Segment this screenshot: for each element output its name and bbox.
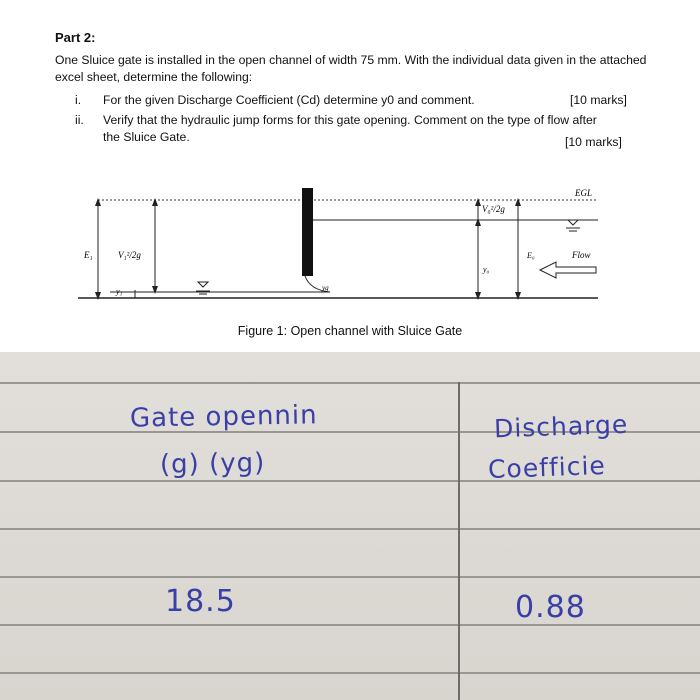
figure-caption: Figure 1: Open channel with Sluice Gate bbox=[237, 324, 463, 338]
y1-label: y₁ bbox=[116, 287, 123, 296]
question-2-marks: [10 marks] bbox=[565, 135, 622, 149]
question-2-number: ii. bbox=[75, 113, 84, 127]
e1-label: E₁ bbox=[84, 250, 93, 260]
sluice-gate bbox=[302, 188, 313, 276]
gate-opening-value: 18.5 bbox=[165, 584, 236, 619]
flow-arrow bbox=[540, 262, 596, 278]
gate-opening-units: (g) (yg) bbox=[159, 448, 266, 480]
question-1-number: i. bbox=[75, 93, 82, 107]
question-2 bbox=[75, 112, 675, 148]
gate-opening-header: Gate opennin bbox=[129, 400, 318, 434]
flow-label: Flow bbox=[572, 250, 591, 260]
notebook-paper bbox=[0, 352, 700, 700]
yg-label: yg bbox=[322, 284, 329, 292]
question-1-text: For the given Discharge Coefficient (Cd) determine y0 and comment. bbox=[103, 93, 475, 107]
sluice-gate-figure bbox=[0, 178, 700, 308]
part-title: Part 2: bbox=[55, 30, 96, 45]
downstream-water-surface bbox=[110, 276, 330, 292]
e0-label: E₀ bbox=[527, 251, 535, 260]
notebook-photo bbox=[0, 352, 700, 700]
v0-head-label: V₀²/2g bbox=[482, 204, 505, 214]
discharge-coefficient-header-line2: Coefficie bbox=[487, 450, 607, 485]
water-level-symbol-upstream bbox=[566, 220, 580, 231]
v1-head-label: V₁²/2g bbox=[118, 250, 141, 260]
question-1-marks: [10 marks] bbox=[570, 93, 627, 107]
question-2-text: Verify that the hydraulic jump forms for this gate opening. Comment on the type of flow after the Sluice Gate. bbox=[103, 113, 597, 144]
column-divider bbox=[458, 382, 460, 700]
discharge-coefficient-header: Discharge bbox=[493, 409, 629, 444]
y0-label: y₀ bbox=[483, 265, 490, 274]
intro-text: One Sluice gate is installed in the open channel of width 75 mm. With the individual data given in the attached excel sheet, determine the following: bbox=[55, 53, 647, 84]
egl-label: EGL bbox=[575, 188, 593, 198]
discharge-coefficient-value: 0.88 bbox=[515, 590, 586, 625]
question-1 bbox=[75, 92, 675, 109]
